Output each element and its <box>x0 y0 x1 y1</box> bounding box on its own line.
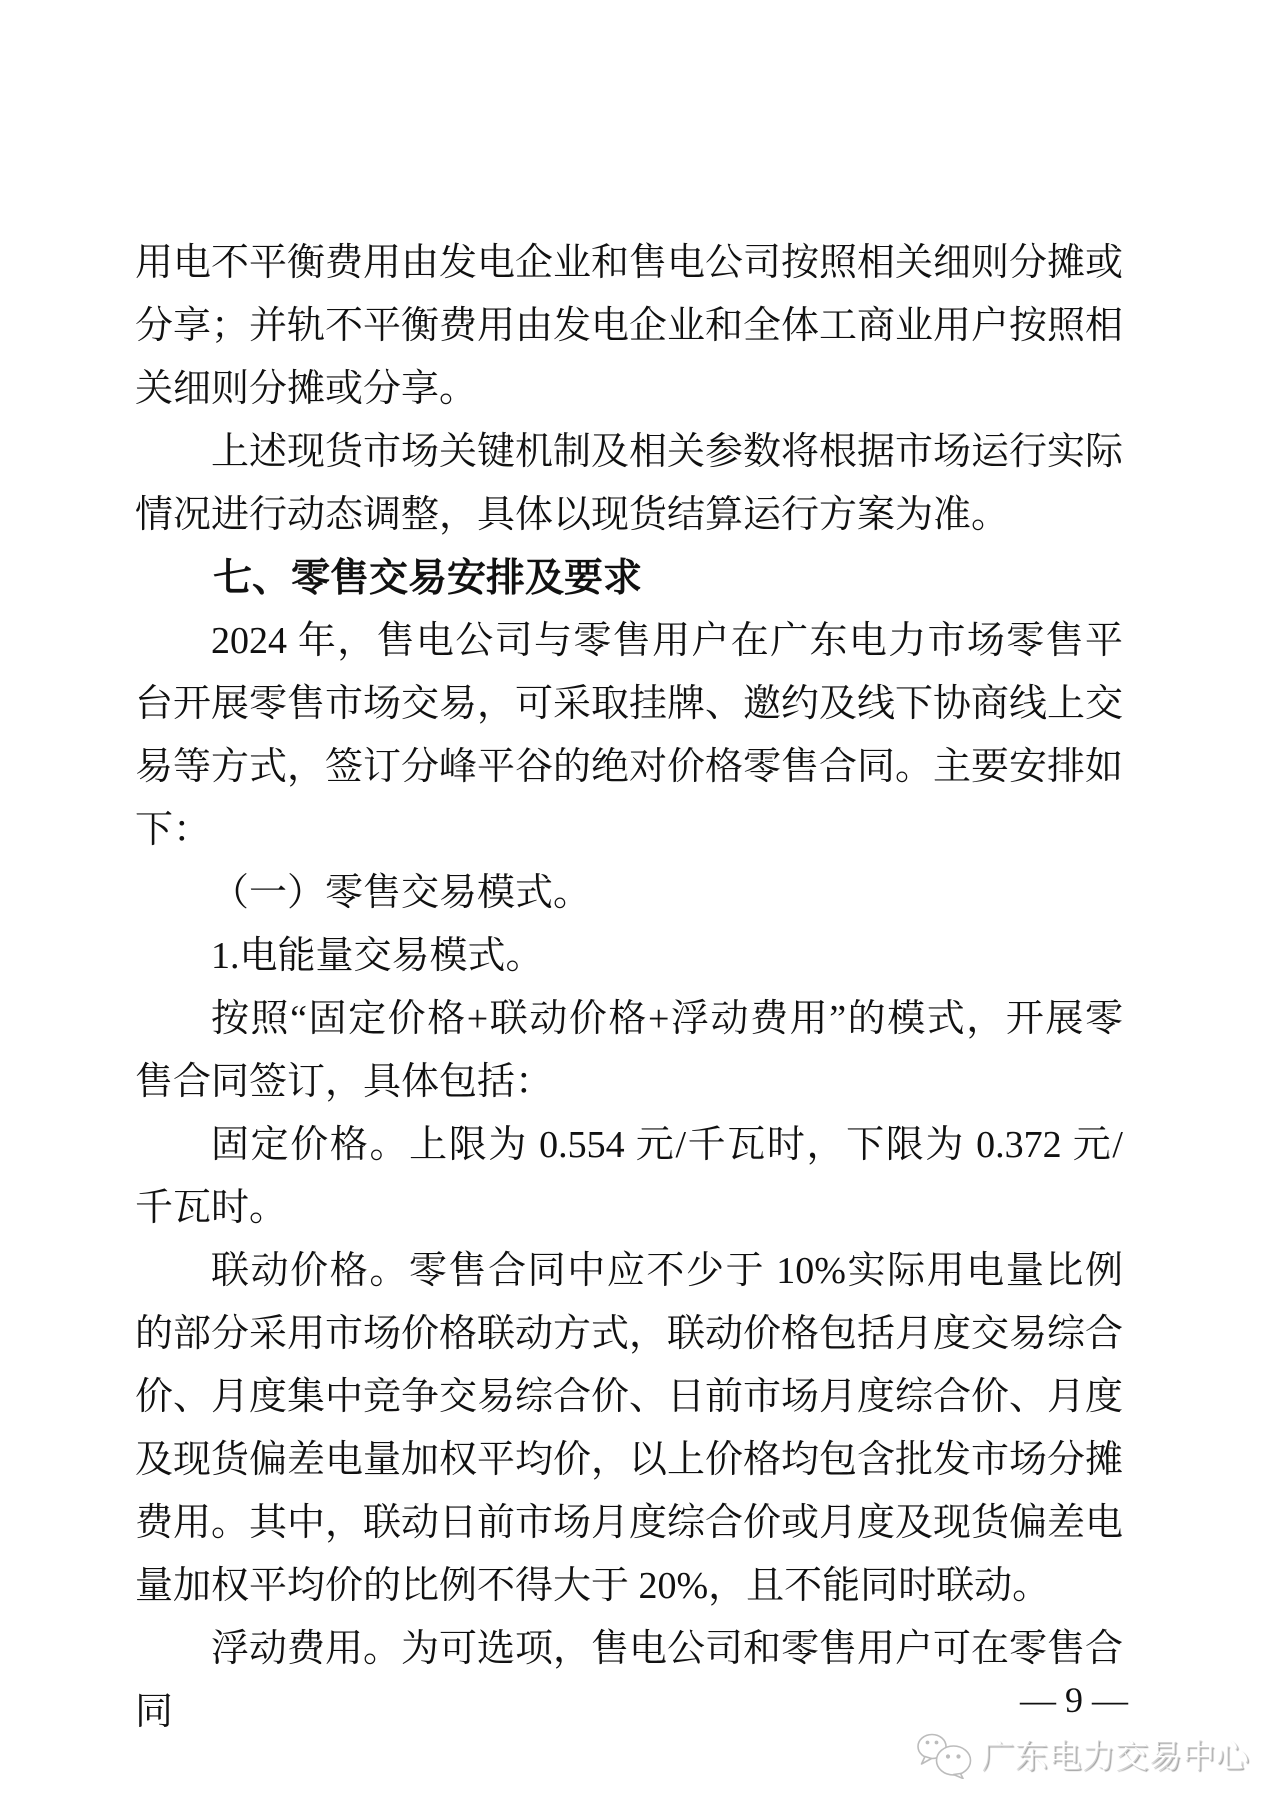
wechat-icon <box>916 1733 974 1779</box>
brand-name: 广东电力交易中心 <box>981 1737 1249 1774</box>
page-number: — 9 — <box>1020 1680 1128 1720</box>
page-content <box>135 232 1123 1744</box>
paragraph: 2024 年，售电公司与零售用户在广东电力市场零售平台开展零售市场交易，可采取挂牌、邀约及线下协商线上交易等方式，签订分峰平谷的绝对价格零售合同。主要安排如下： <box>135 620 1124 851</box>
brand-watermark <box>916 1733 1249 1779</box>
section-heading: 七、零售交易安排及要求 <box>213 557 643 600</box>
subsection-heading: （一）零售交易模式。 <box>211 872 592 914</box>
sub-subsection-heading: 1.电能量交易模式。 <box>211 935 544 977</box>
paragraph: 固定价格。上限为 0.554 元/千瓦时，下限为 0.372 元/千瓦时。 <box>135 1124 1123 1229</box>
paragraph: 浮动费用。为可选项，售电公司和零售用户可在零售合同 <box>135 1628 1124 1733</box>
paragraph: 按照“固定价格+联动价格+浮动费用”的模式，开展零售合同签订，具体包括： <box>135 998 1123 1103</box>
paragraph: 联动价格。零售合同中应不少于 10%实际用电量比例的部分采用市场价格联动方式，联动价格包括月度交易综合价、月度集中竞争交易综合价、日前市场月度综合价、月度及现货偏差电量加权平均价，以上价格均包含批发市场分摊费用。其中，联动日前市场月度综合价或月度及现货偏差电量加权平均价的比例不得大于 20%，且不能同时联动。 <box>135 1250 1124 1607</box>
paragraph: 用电不平衡费用由发电企业和售电公司按照相关细则分摊或分享；并轨不平衡费用由发电企业和全体工商业用户按照相关细则分摊或分享。 <box>135 242 1124 410</box>
paragraph: 上述现货市场关键机制及相关参数将根据市场运行实际情况进行动态调整，具体以现货结算运行方案为准。 <box>135 431 1124 536</box>
